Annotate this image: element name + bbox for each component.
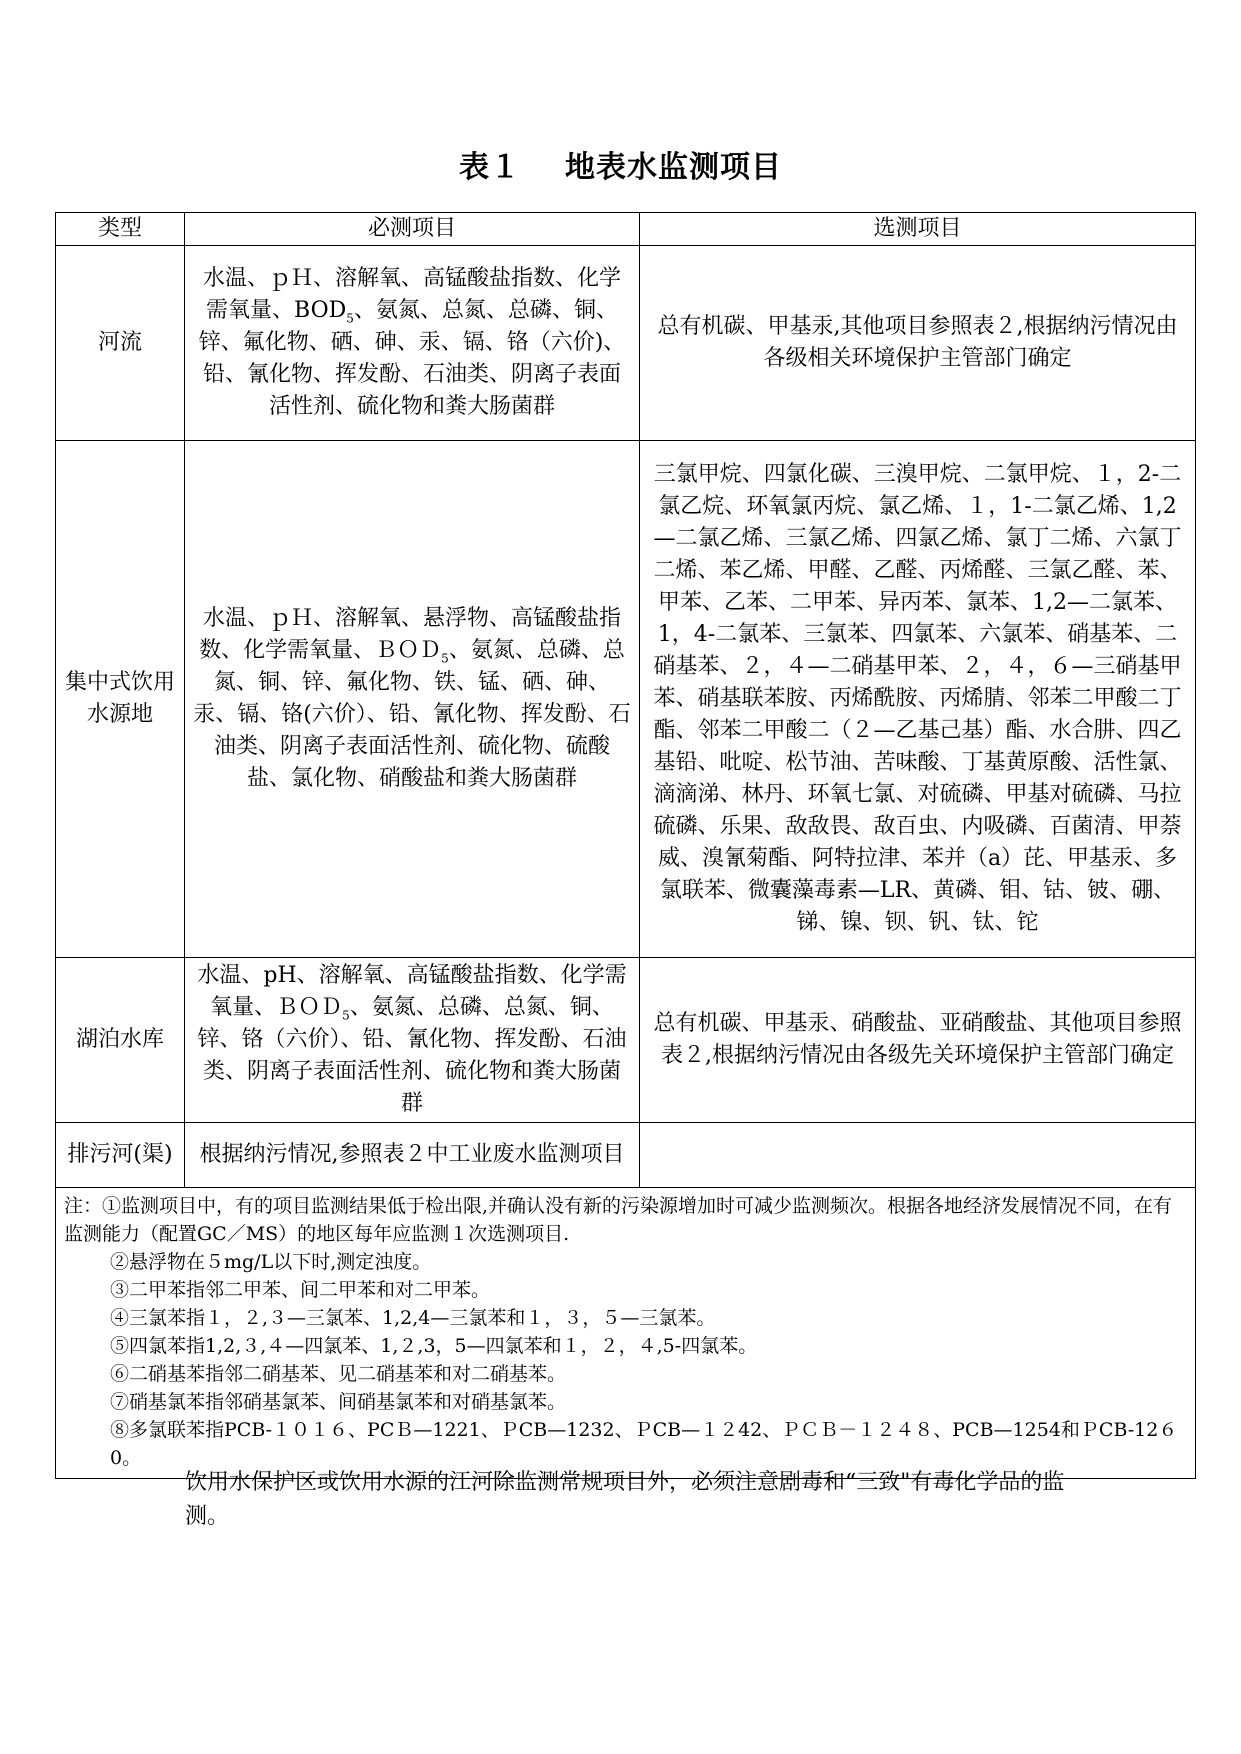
row-optional <box>640 1123 1196 1188</box>
footer-paragraph: 饮用水保护区或饮用水源的江河除监测常规项目外，必须注意剧毒和“三致"有毒化学品的监测。 <box>185 1470 1065 1529</box>
header-type: 类型 <box>56 213 185 246</box>
row-required: 水温、pH、溶解氧、高锰酸盐指数、化学需氧量、ＢＯＤ$_5$、氨氮、总磷、总氮、铜、锌、铬（六价）、铅、氰化物、挥发酚、石油类、阴离子表面活性剂、硫化物和粪大肠菌群 <box>185 958 640 1123</box>
row-optional: 三氯甲烷、四氯化碳、三溴甲烷、二氯甲烷、１，2-二氯乙烷、环氧氯丙烷、氯乙烯、１，1-二氯乙烯、1,2—二氯乙烯、三氯乙烯、四氯乙烯、氯丁二烯、六氯丁二烯、苯乙烯、甲醛、乙醛、丙烯醛、三氯乙醛、苯、甲苯、乙苯、二甲苯、异丙苯、氯苯、1,2—二氯苯、1，4-二氯苯、三氯苯、四氯苯、六氯苯、硝基苯、二硝基苯、２，４—二硝基甲苯、２，４，６—三硝基甲苯、硝基联苯胺、丙烯酰胺、丙烯腈、邻苯二甲酸二丁酯、邻苯二甲酸二（２—乙基己基）酯、水合肼、四乙基铅、吡啶、松节油、苦味酸、丁基黄原酸、活性氯、滴滴涕、林丹、环氧七氯、对硫磷、甲基对硫磷、马拉硫磷、乐果、敌敌畏、敌百虫、内吸磷、百菌清、甲萘威、溴氰菊酯、阿特拉津、苯并（a）芘、甲基汞、多氯联苯、微囊藻毒素—LR、黄磷、钼、钴、铍、硼、锑、镍、钡、钒、钛、铊 <box>640 441 1196 958</box>
table-row <box>56 441 1196 958</box>
row-type: 集中式饮用水源地 <box>56 441 185 958</box>
note-6: ⑥二硝基苯指邻二硝基苯、见二硝基苯和对二硝基苯。 <box>110 1363 567 1385</box>
page-title <box>0 148 1241 188</box>
note-5: ⑤四氯苯指1,2,３,４—四氯苯、1,２,3，5—四氯苯和１，２，４,5-四氯苯。 <box>110 1335 758 1357</box>
table-row <box>56 1123 1196 1188</box>
row-required: 根据纳污情况,参照表２中工业废水监测项目 <box>185 1123 640 1188</box>
note-2: ②悬浮物在５mg/L以下时,测定浊度。 <box>110 1251 432 1273</box>
note-1: 注：①监测项目中，有的项目监测结果低于检出限,并确认没有新的污染源增加时可减少监测频次。根据各地经济发展情况不同，在有监测能力（配置GC／MS）的地区每年应监测１次选测项目. <box>64 1195 1173 1245</box>
note-8: ⑧多氯联苯指PCB-１０１６、PCＢ—1221、ＰCB—1232、ＰCB—１２42、ＰＣＢ－１２４８、PCB—1254和ＰCB-12６0。 <box>110 1419 1178 1469</box>
row-optional: 总有机碳、甲基汞、硝酸盐、亚硝酸盐、其他项目参照表２,根据纳污情况由各级先关环境保护主管部门确定 <box>640 958 1196 1123</box>
row-type: 河流 <box>56 246 185 441</box>
header-required: 必测项目 <box>185 213 640 246</box>
row-type: 湖泊水库 <box>56 958 185 1123</box>
table-notes-row <box>56 1188 1196 1479</box>
table-number: 表１ <box>459 150 521 185</box>
table-row <box>56 246 1196 441</box>
row-required: 水温、ｐＨ、溶解氧、悬浮物、高锰酸盐指数、化学需氧量、ＢＯＤ$_5$、氨氮、总磷、总氮、铜、锌、氟化物、铁、锰、硒、砷、汞、镉、铬(六价）、铅、氰化物、挥发酚、石油类、阴离子表面活性剂、硫化物、硫酸盐、氯化物、硝酸盐和粪大肠菌群 <box>185 441 640 958</box>
table-header-row <box>56 213 1196 246</box>
table-title: 地表水监测项目 <box>565 150 782 185</box>
row-required: 水温、ｐＨ、溶解氧、高锰酸盐指数、化学需氧量、$BOD_5$、氨氮、总氮、总磷、铜、锌、氟化物、硒、砷、汞、镉、铬（六价)、铅、氰化物、挥发酚、石油类、阴离子表面活性剂、硫化物和粪大肠菌群 <box>185 246 640 441</box>
note-3: ③二甲苯指邻二甲苯、间二甲苯和对二甲苯。 <box>110 1279 491 1301</box>
note-4: ④三氯苯指１，２,３—三氯苯、1,2,4—三氯苯和１，３，５—三氯苯。 <box>110 1307 716 1329</box>
table-row <box>56 958 1196 1123</box>
monitoring-table <box>55 212 1196 1479</box>
row-type: 排污河(渠) <box>56 1123 185 1188</box>
header-optional: 选测项目 <box>640 213 1196 246</box>
row-optional: 总有机碳、甲基汞,其他项目参照表２,根据纳污情况由各级相关环境保护主管部门确定 <box>640 246 1196 441</box>
table-notes <box>56 1188 1196 1479</box>
note-7: ⑦硝基氯苯指邻硝基氯苯、间硝基氯苯和对硝基氯苯。 <box>110 1391 567 1413</box>
